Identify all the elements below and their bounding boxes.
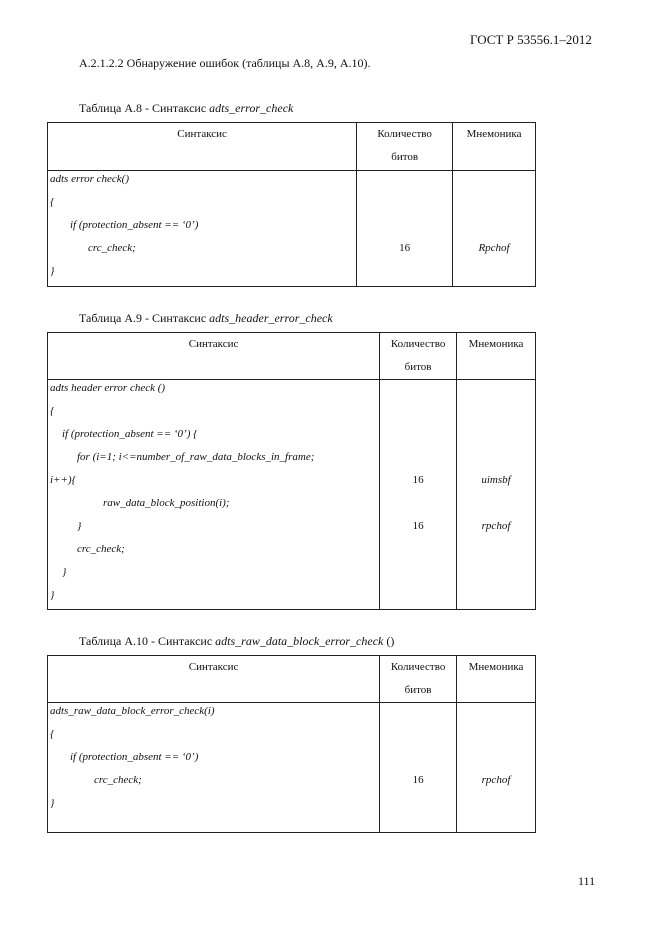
table-caption — [79, 101, 293, 116]
mnemonic-value: rpchof — [481, 774, 511, 786]
syntax-cell — [48, 380, 380, 610]
bits-line2: битов — [404, 361, 432, 373]
col-header-mnemonic: Мнемоника — [457, 333, 536, 380]
mnemonic-value: Rpchof — [478, 242, 510, 254]
col-header-mnemonic: Мнемоника — [453, 123, 536, 171]
code-line: } — [50, 265, 55, 277]
bits-line1: Количество — [390, 661, 446, 673]
code-line: crc_check; — [94, 774, 142, 786]
bits-line1: Количество — [377, 128, 432, 140]
page-number: 111 — [578, 874, 596, 888]
code-line: if (protection_absent == ‘0’) — [70, 219, 199, 231]
col-header-mnemonic: Мнемоника — [457, 656, 536, 703]
syntax-table — [47, 655, 536, 833]
bits-line2: битов — [404, 684, 432, 696]
mnemonic-value: uimsbf — [481, 474, 511, 486]
syntax-cell — [48, 703, 380, 833]
col-header-syntax: Синтаксис — [48, 656, 380, 703]
caption-prefix: Таблица А.10 - Синтаксис — [79, 634, 216, 648]
document-header: ГОСТ Р 53556.1–2012 — [470, 32, 592, 47]
bits-value: 16 — [412, 774, 424, 786]
table-caption — [79, 311, 333, 326]
code-line: if (protection_absent == ‘0’) — [70, 751, 199, 763]
caption-prefix: Таблица А.9 - Синтаксис — [79, 311, 210, 325]
bits-cell — [357, 171, 453, 287]
caption-suffix: () — [383, 634, 395, 648]
caption-name: adts_raw_data_block_error_check — [215, 634, 384, 648]
col-header-bits — [380, 656, 457, 703]
bits-line2: битов — [391, 151, 419, 163]
syntax-table — [47, 332, 536, 610]
mnemonic-cell — [457, 703, 536, 833]
bits-value: 16 — [412, 474, 424, 486]
table-caption — [79, 634, 394, 649]
syntax-table — [47, 122, 536, 287]
section-heading: А.2.1.2.2 Обнаружение ошибок (таблицы А.8, А.9, А.10). — [79, 56, 371, 70]
caption-name: adts_error_check — [209, 101, 294, 115]
code-line: crc_check; — [77, 543, 125, 555]
mnemonic-cell — [457, 380, 536, 610]
code-line: } — [77, 520, 82, 532]
col-header-bits — [380, 333, 457, 380]
col-header-syntax: Синтаксис — [48, 123, 357, 171]
code-line: crc_check; — [88, 242, 136, 254]
code-line: { — [50, 405, 55, 417]
col-header-bits — [357, 123, 453, 171]
code-line: if (protection_absent == ‘0’) { — [62, 428, 198, 440]
bits-value: 16 — [399, 242, 411, 254]
syntax-cell — [48, 171, 357, 287]
col-header-syntax: Синтаксис — [48, 333, 380, 380]
code-line: } — [62, 566, 67, 578]
code-line: } — [50, 797, 55, 809]
caption-prefix: Таблица А.8 - Синтаксис — [79, 101, 210, 115]
code-line: i++){ — [50, 474, 76, 486]
code-line: adts header error check () — [50, 382, 166, 394]
code-line: } — [50, 589, 55, 601]
code-line: adts_raw_data_block_error_check(i) — [50, 705, 215, 717]
mnemonic-value: rpchof — [481, 520, 511, 532]
code-line: { — [50, 196, 55, 208]
bits-cell — [380, 380, 457, 610]
code-line: { — [50, 728, 55, 740]
mnemonic-cell — [453, 171, 536, 287]
bits-cell — [380, 703, 457, 833]
caption-name: adts_header_error_check — [209, 311, 333, 325]
code-line: raw_data_block_position(i); — [103, 497, 230, 509]
bits-line1: Количество — [390, 338, 446, 350]
bits-value: 16 — [412, 520, 424, 532]
code-line: adts error check() — [50, 173, 130, 185]
code-line: for (i=1; i<=number_of_raw_data_blocks_in_frame; — [77, 451, 315, 463]
